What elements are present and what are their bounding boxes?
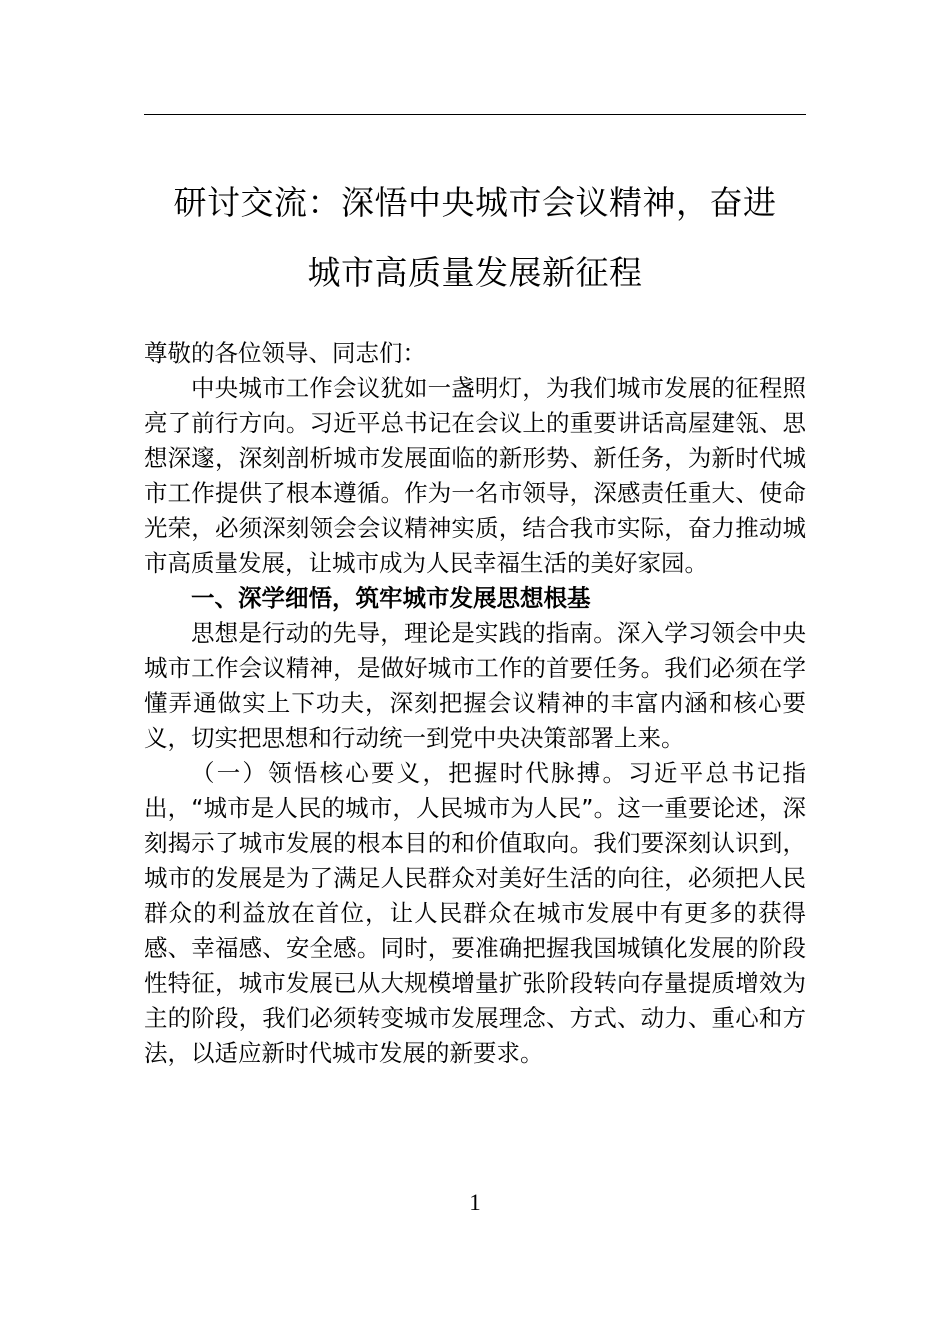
header-rule [144, 114, 806, 115]
title-line-1: 研讨交流：深悟中央城市会议精神，奋进 [173, 183, 777, 222]
paragraph-section-1: 思想是行动的先导，理论是实践的指南。深入学习领会中央城市工作会议精神，是做好城市工作的首要任务。我们必须在学懂弄通做实上下功夫，深刻把握会议精神的丰富内涵和核心要义，切实把思想和行动统一到党中央决策部署上来。 [144, 619, 806, 752]
page-number: 1 [469, 1190, 481, 1215]
section-heading-1: 一、深学细悟，筑牢城市发展思想根基 [191, 584, 591, 612]
paragraph-subsection-1: （一）领悟核心要义，把握时代脉搏。习近平总书记指出，“城市是人民的城市，人民城市为人民”。这一重要论述，深刻揭示了城市发展的根本目的和价值取向。我们要深刻认识到，城市的发展是为了满足人民群众对美好生活的向往，必须把人民群众的利益放在首位，让人民群众在城市发展中有更多的获得感、幸福感、安全感。同时，要准确把握我国城镇化发展的阶段性特征，城市发展已从大规模增量扩张阶段转向存量提质增效为主的阶段，我们必须转变城市发展理念、方式、动力、重心和方法，以适应新时代城市发展的新要求。 [144, 759, 806, 1067]
document-title [144, 168, 806, 308]
title-line-2: 城市高质量发展新征程 [307, 253, 643, 292]
document-body [144, 336, 806, 1071]
salutation: 尊敬的各位领导、同志们： [144, 339, 426, 367]
paragraph-intro: 中央城市工作会议犹如一盏明灯，为我们城市发展的征程照亮了前行方向。习近平总书记在会议上的重要讲话高屋建瓴、思想深邃，深刻剖析城市发展面临的新形势、新任务，为新时代城市工作提供了根本遵循。作为一名市领导，深感责任重大、使命光荣，必须深刻领会会议精神实质，结合我市实际，奋力推动城市高质量发展，让城市成为人民幸福生活的美好家园。 [144, 374, 806, 577]
